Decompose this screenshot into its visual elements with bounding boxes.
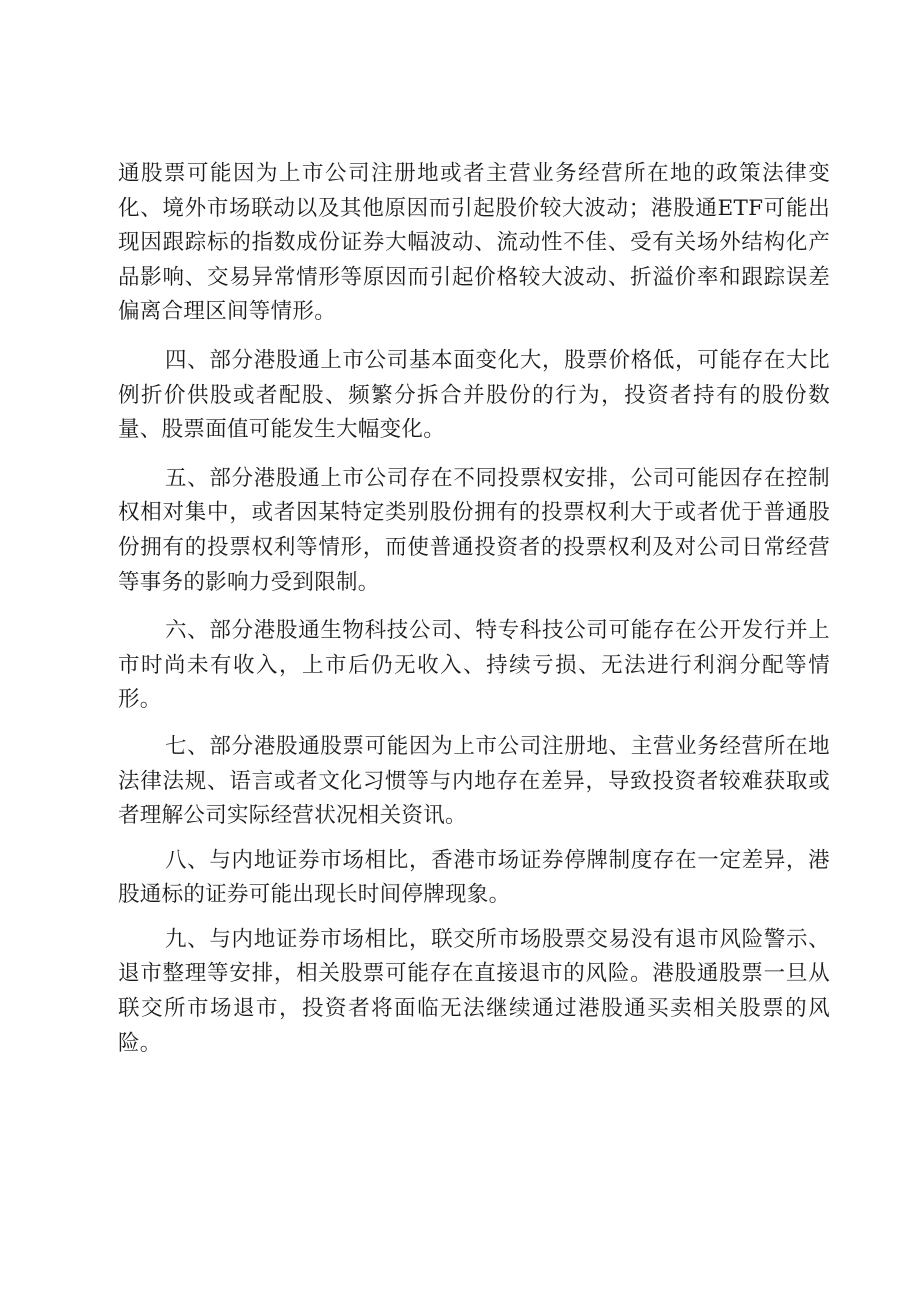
paragraph-item-7: 七、部分港股通股票可能因为上市公司注册地、主营业务经营所在地法律法规、语言或者文化习惯等与内地存在差异，导致投资者较难获取或者理解公司实际经营状况相关资讯。 (118, 733, 830, 829)
paragraph-item-8: 八、与内地证券市场相比，香港市场证券停牌制度存在一定差异，港股通标的证券可能出现长时间停牌现象。 (118, 847, 830, 908)
paragraph-item-5: 五、部分港股通上市公司存在不同投票权安排，公司可能因存在控制权相对集中，或者因某特定类别股份拥有的投票权利大于或者优于普通股份拥有的投票权利等情形，而使普通投资者的投票权利及对公司日常经营等事务的影响力受到限制。 (118, 465, 830, 595)
paragraph-item-9: 九、与内地证券市场相比，联交所市场股票交易没有退市风险警示、退市整理等安排，相关股票可能存在直接退市的风险。港股通股票一旦从联交所市场退市，投资者将面临无法继续通过港股通买卖相关股票的风险。 (118, 926, 830, 1056)
paragraph-item-6: 六、部分港股通生物科技公司、特专科技公司可能存在公开发行并上市时尚未有收入，上市后仍无收入、持续亏损、无法进行利润分配等情形。 (118, 618, 830, 713)
paragraph-continued: 通股票可能因为上市公司注册地或者主营业务经营所在地的政策法律变化、境外市场联动以及其他原因而引起股价较大波动；港股通ETF可能出现因跟踪标的指数成份证券大幅波动、流动性不佳、受有关场外结构化产品影响、交易异常情形等原因而引起价格较大波动、折溢价率和跟踪误差偏离合理区间等情形。 (118, 161, 830, 325)
document-body (118, 157, 830, 1061)
paragraph-item-4: 四、部分港股通上市公司基本面变化大，股票价格低，可能存在大比例折价供股或者配股、频繁分拆合并股份的行为，投资者持有的股份数量、股票面值可能发生大幅变化。 (118, 347, 830, 443)
